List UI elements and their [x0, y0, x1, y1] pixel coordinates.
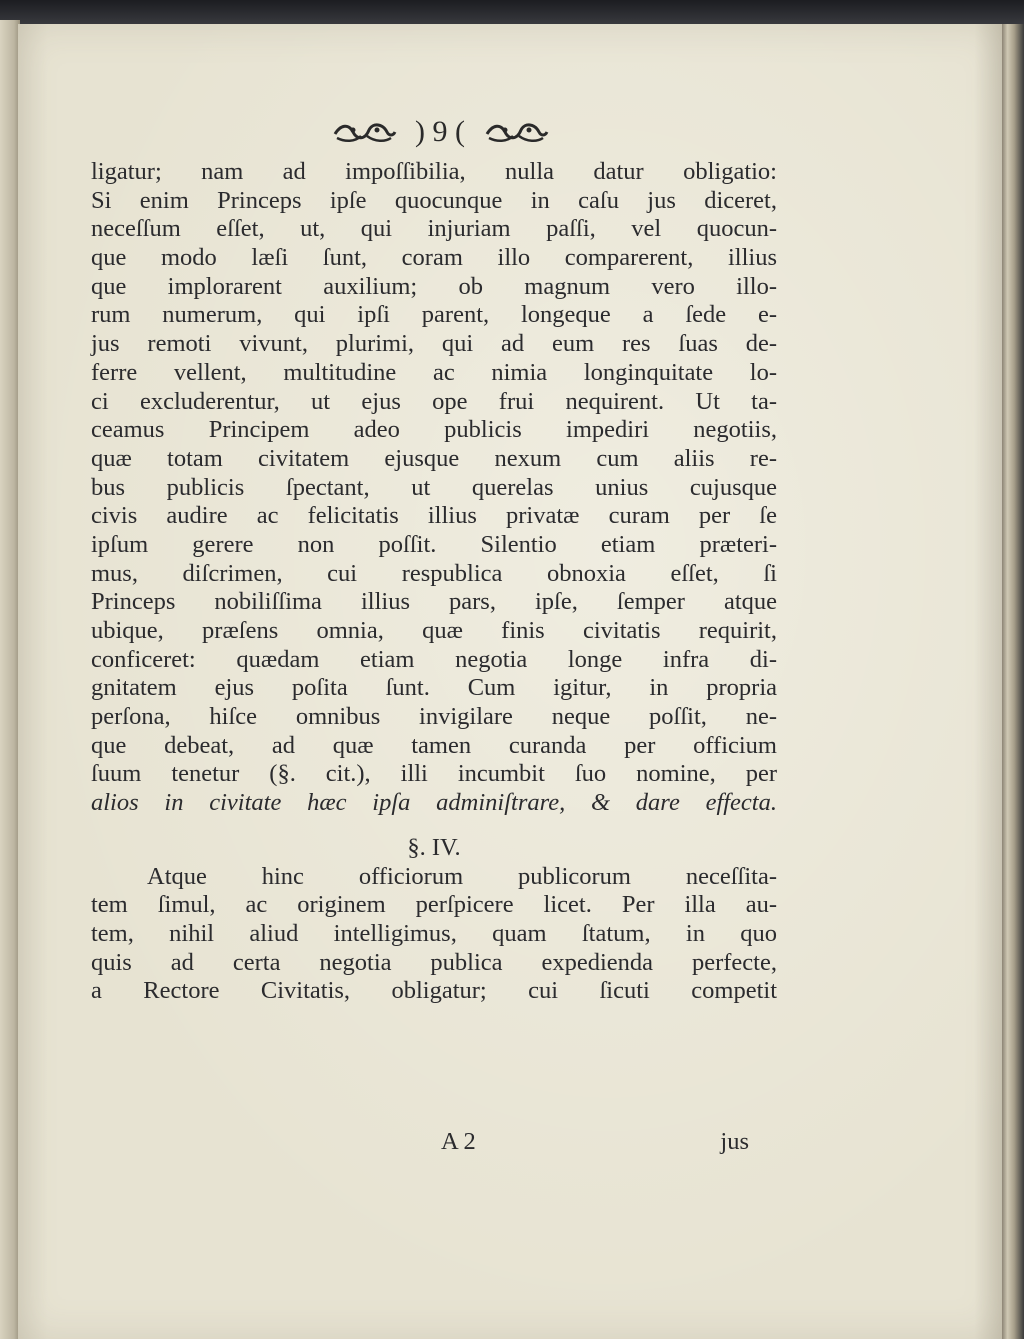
- body-line: civis audire ac felicitatis illius privatæ curam per ſe: [91, 502, 777, 530]
- body-line: ſuum tenetur (§. cit.), illi incumbit ſuo nomine, per: [91, 760, 777, 788]
- body-line: ligatur; nam ad impoſſibilia, nulla datur obligatio:: [91, 158, 777, 185]
- page-number: ) 9 (: [415, 115, 465, 148]
- body-line: mus, diſcrimen, cui respublica obnoxia eſſet, ſi: [91, 559, 777, 587]
- body-line: quæ totam civitatem ejusque nexum cum aliis re-: [91, 444, 777, 472]
- page-header: [300, 112, 580, 152]
- body-line: que modo læſi ſunt, coram illo comparerent, illius: [91, 244, 777, 272]
- body-line: Princeps nobiliſſima illius pars, ipſe, ſemper atque: [91, 588, 777, 616]
- section-line: tem, nihil aliud intelligimus, quam ſtatum, in quo: [91, 919, 777, 947]
- signature-mark: A 2: [441, 1128, 476, 1155]
- body-line: neceſſum eſſet, ut, qui injuriam paſſi, vel quocun-: [91, 215, 777, 243]
- page-edge-left: [0, 20, 20, 1339]
- body-line: Si enim Princeps ipſe quocunque in caſu jus diceret,: [91, 186, 777, 214]
- section-line: Atque hinc officiorum publicorum neceſſita-: [147, 862, 777, 890]
- body-line: conficeret: quædam etiam negotia longe infra di-: [91, 645, 777, 673]
- body-line: rum numerum, qui ipſi parent, longeque a ſede e-: [91, 301, 777, 329]
- left-ornament-icon: [331, 120, 397, 144]
- body-line: ubique, præſens omnia, quæ finis civitatis requirit,: [91, 617, 777, 644]
- main-text: [91, 158, 777, 1006]
- section-line: tem ſimul, ac originem perſpicere licet. Per illa au-: [91, 891, 777, 919]
- page-footer: [91, 1128, 749, 1156]
- section-line: quis ad certa negotia publica expedienda perfecte,: [91, 948, 777, 976]
- italic-line: alios in civitate hæc ipſa adminiſtrare, & dare effecta.: [91, 789, 777, 817]
- body-line: ci excluderentur, ut ejus ope frui nequirent. Ut ta-: [91, 387, 777, 415]
- scan-top-shadow: [0, 0, 1024, 26]
- body-line: ferre vellent, multitudine ac nimia longinquitate lo-: [91, 358, 777, 386]
- body-line: ceamus Principem adeo publicis impediri negotiis,: [91, 416, 777, 444]
- body-line: que implorarent auxilium; ob magnum vero illo-: [91, 272, 777, 300]
- body-line: bus publicis ſpectant, ut querelas unius cujusque: [91, 473, 777, 501]
- body-line: jus remoti vivunt, plurimi, qui ad eum res ſuas de-: [91, 330, 777, 358]
- body-line: que debeat, ad quæ tamen curanda per officium: [91, 731, 777, 759]
- section-line: a Rectore Civitatis, obligatur; cui ſicuti competit: [91, 977, 777, 1005]
- body-line: gnitatem ejus poſita ſunt. Cum igitur, in propria: [91, 674, 777, 702]
- catchword: jus: [720, 1128, 749, 1155]
- body-line: ipſum gerere non poſſit. Silentio etiam præteri-: [91, 530, 777, 558]
- body-line: perſona, hiſce omnibus invigilare neque poſſit, ne-: [91, 703, 777, 731]
- page-edge-right: [1002, 24, 1024, 1339]
- right-ornament-icon: [483, 120, 549, 144]
- section-heading: §. IV.: [407, 833, 461, 861]
